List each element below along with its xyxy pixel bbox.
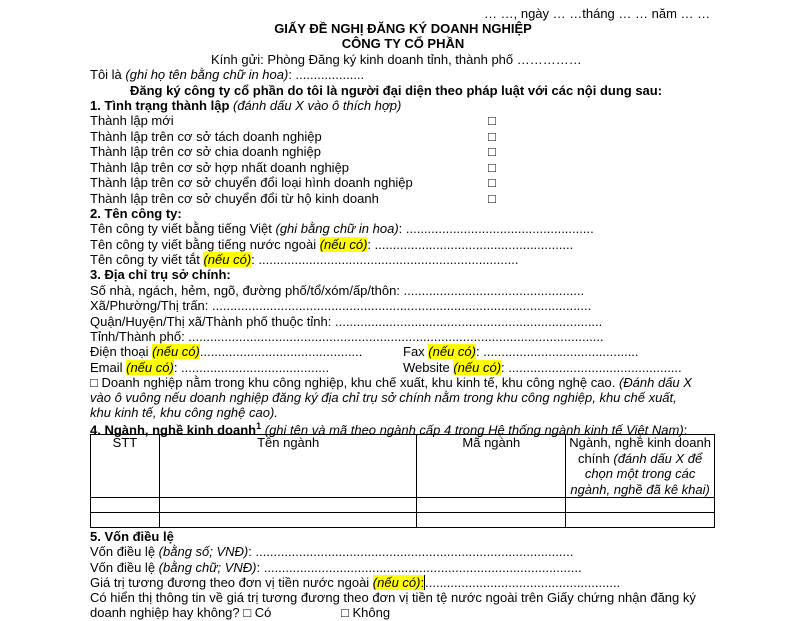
capital-words-dots: : ........................................................................................	[256, 560, 582, 575]
email-label: Email	[90, 360, 127, 375]
company-name-vn-hint: (ghi bằng chữ in hoa)	[275, 221, 399, 236]
optional-highlight: (nếu có)	[152, 344, 200, 359]
capital-number-label: Vốn điều lệ	[90, 544, 159, 559]
business-lines-table	[90, 434, 715, 528]
company-name-abbr-line[interactable]	[90, 252, 518, 268]
fax-label: Fax	[403, 344, 429, 359]
status-checkbox-split[interactable]: □	[488, 129, 496, 144]
table-cell[interactable]	[417, 513, 566, 528]
status-checkbox-divide[interactable]: □	[488, 144, 496, 159]
optional-highlight: (nếu có)	[203, 252, 252, 267]
status-item-convert-household: Thành lập trên cơ sở chuyển đổi từ hộ kinh doanh	[90, 191, 379, 206]
industrial-zone-line[interactable]	[90, 375, 692, 391]
website-dots: : ................................................	[501, 360, 682, 375]
section-5-heading: 5. Vốn điều lệ	[90, 529, 174, 544]
optional-highlight: (nếu có)	[453, 360, 502, 375]
section-1-hint: (đánh dấu X vào ô thích hợp)	[233, 98, 402, 113]
phone-label: Điện thoại	[90, 344, 153, 359]
applicant-line[interactable]	[90, 67, 364, 83]
section-4-hint: (ghi tên và mã theo ngành cấp 4 trong Hệ thống ngành kinh tế Việt Nam)	[261, 422, 684, 438]
website-label: Website	[403, 360, 454, 375]
company-name-abbr-label: Tên công ty viết tắt	[90, 252, 204, 267]
capital-number-hint: (bằng số; VNĐ)	[158, 544, 249, 559]
capital-foreign-dots: ......................................................	[425, 575, 621, 590]
recipient-line: Kính gửi: Phòng Đăng ký kinh doanh tỉnh, thành phố ……………	[211, 52, 582, 67]
table-cell[interactable]	[159, 513, 417, 528]
table-cell[interactable]	[417, 498, 566, 513]
status-item-convert-type: Thành lập trên cơ sở chuyển đổi loại hình doanh nghiệp	[90, 175, 413, 190]
column-header-code: Mã ngành	[417, 435, 566, 498]
section-1-title: 1. Tình trạng thành lập	[90, 98, 233, 113]
section-4-colon: :	[683, 422, 688, 438]
column-header-main-hint-3: ngành, nghề đã kê khai)	[570, 481, 710, 497]
industrial-zone-hint-2	[90, 390, 677, 406]
phone-dots: .............................................	[199, 344, 363, 359]
column-header-stt: STT	[91, 435, 160, 498]
industrial-zone-hint: (Đánh dấu X	[615, 375, 692, 390]
capital-foreign-colon: :	[420, 575, 425, 590]
table-cell[interactable]	[91, 513, 160, 528]
address-ward-line[interactable]: Xã/Phường/Thị trấn: .........................................................................................................	[90, 298, 592, 313]
industrial-zone-checkbox-label: □ Doanh nghiệp nằm trong khu công nghiệp, khu chế xuất, khu kinh tế, khu công nghệ cao.	[90, 375, 616, 390]
status-checkbox-merge[interactable]: □	[488, 160, 496, 175]
status-item-new: Thành lập mới	[90, 113, 174, 128]
column-header-main-cont: chính	[577, 450, 614, 466]
status-item-divide: Thành lập trên cơ sở chia doanh nghiệp	[90, 144, 321, 159]
optional-highlight: (nếu có)	[428, 344, 476, 359]
table-row	[91, 498, 715, 513]
address-province-line[interactable]: Tỉnh/Thành phố: ...................................................................................................................	[90, 329, 604, 344]
table-row	[91, 513, 715, 528]
address-street-line[interactable]: Số nhà, ngách, hẻm, ngõ, đường phố/tổ/xóm/ấp/thôn: ..................................................	[90, 283, 585, 298]
capital-foreign-label: Giá trị tương đương theo đơn vị tiền nước ngoài	[90, 575, 373, 590]
column-header-main-hint-1: (đánh dấu X để	[613, 450, 703, 466]
optional-highlight: (nếu có)	[126, 360, 174, 375]
industrial-zone-hint-text-2: vào ô vuông nếu doanh nghiệp đăng ký địa chỉ trụ sở chính nằm trong khu công nghiệp, khu chế xuất,	[90, 390, 677, 405]
industrial-zone-hint-text-3: khu kinh tế, khu công nghệ cao).	[90, 405, 278, 420]
status-item-merge: Thành lập trên cơ sở hợp nhất doanh nghiệp	[90, 160, 350, 175]
form-subtitle: CÔNG TY CỔ PHẦN	[341, 36, 465, 51]
table-cell[interactable]	[566, 498, 715, 513]
table-header-row	[91, 435, 715, 498]
capital-words-label: Vốn điều lệ	[90, 560, 159, 575]
optional-highlight: (nếu có)	[319, 237, 368, 252]
column-header-main-title: Ngành, nghề kinh doanh	[569, 435, 711, 450]
website-line[interactable]	[403, 360, 682, 376]
capital-number-line[interactable]	[90, 544, 573, 560]
section-2-heading: 2. Tên công ty:	[90, 206, 182, 221]
company-name-foreign-line[interactable]	[90, 237, 573, 253]
phone-line[interactable]	[90, 344, 362, 360]
date-line: … …, ngày … …tháng … … năm … …	[484, 6, 711, 21]
table-cell[interactable]	[159, 498, 417, 513]
capital-number-dots: : ........................................................................................	[248, 544, 574, 559]
company-name-foreign-label: Tên công ty viết bằng tiếng nước ngoài	[90, 237, 320, 252]
company-name-vn-dots: : ....................................................	[398, 221, 594, 236]
column-header-main	[566, 435, 715, 498]
table-cell[interactable]	[566, 513, 715, 528]
email-line[interactable]	[90, 360, 329, 376]
applicant-hint: (ghi họ tên bằng chữ in hoa)	[125, 67, 289, 82]
status-item-split: Thành lập trên cơ sở tách doanh nghiệp	[90, 129, 322, 144]
section-4-title: 4. Ngành, nghề kinh doanh	[90, 422, 257, 438]
statement: Đăng ký công ty cổ phần do tôi là người đại diện theo pháp luật với các nội dung sau:	[130, 83, 663, 98]
company-name-vn-line[interactable]	[90, 221, 594, 237]
section-1-heading	[90, 98, 401, 114]
company-name-vn-label: Tên công ty viết bằng tiếng Việt	[90, 221, 276, 236]
company-name-abbr-dots: : ........................................................................	[251, 252, 519, 267]
fax-line[interactable]	[403, 344, 639, 360]
address-district-line[interactable]: Quận/Huyện/Thị xã/Thành phố thuộc tỉnh: ..........................................................................	[90, 314, 603, 329]
form-title: GIẤY ĐỀ NGHỊ ĐĂNG KÝ DOANH NGHIỆP	[274, 21, 532, 36]
section-3-heading: 3. Địa chỉ trụ sở chính:	[90, 267, 231, 282]
applicant-dots: : ...................	[288, 67, 365, 82]
status-checkbox-convert-type[interactable]: □	[488, 175, 496, 190]
company-name-foreign-dots: : .......................................................	[367, 237, 574, 252]
applicant-label: Tôi là	[90, 67, 126, 82]
capital-words-line[interactable]	[90, 560, 582, 576]
column-header-name: Tên ngành	[159, 435, 417, 498]
status-checkbox-convert-household[interactable]: □	[488, 191, 496, 206]
capital-foreign-line[interactable]	[90, 575, 620, 591]
optional-highlight: (nếu có)	[372, 575, 421, 590]
foreign-display-option-no[interactable]: □ Không	[341, 605, 391, 620]
column-header-main-hint-2: chọn một trong các	[584, 466, 696, 481]
capital-words-hint: (bằng chữ; VNĐ)	[158, 560, 257, 575]
fax-dots: : ...........................................	[476, 344, 639, 359]
foreign-display-question-1: Có hiển thị thông tin về giá trị tương đương theo đơn vị tiền tệ nước ngoài trên Giấy chứng nhận đăng ký	[90, 590, 696, 605]
table-cell[interactable]	[91, 498, 160, 513]
footnote-marker: 1	[256, 421, 262, 431]
foreign-display-option-yes[interactable]: doanh nghiệp hay không? □ Có	[90, 605, 272, 620]
email-dots: : .........................................	[173, 360, 330, 375]
status-checkbox-new[interactable]: □	[488, 113, 496, 128]
